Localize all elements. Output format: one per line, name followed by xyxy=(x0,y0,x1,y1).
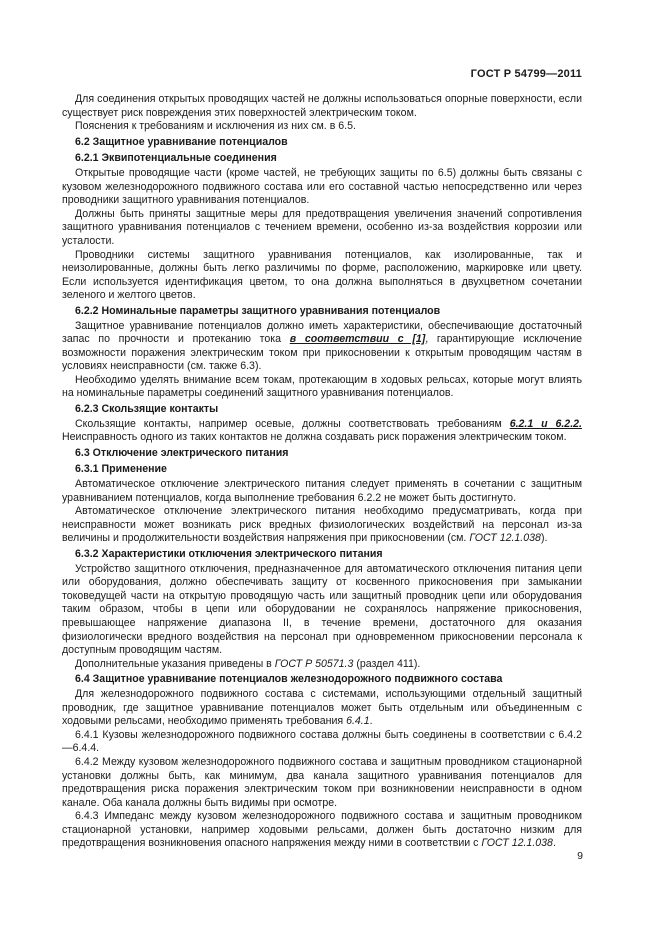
paragraph: Проводники системы защитного уравнивания потенциалов, как изолированные, так и неизолированные, должны быть легко различимы по форме, расположению, маркировке или цвету. Если используется идентификация цветом, то она должна выполняться в двухцветном сочетании зеленого и желтого цветов. xyxy=(62,248,582,302)
text-run: Дополнительные указания приведены в xyxy=(75,657,275,670)
text-run: Защитное уравнивание потенциалов должно иметь характеристики, обеспечивающие достаточный запас по прочности и протеканию тока xyxy=(62,319,582,346)
text-run: 6.4.3 Импеданс между кузовом железнодорожного подвижного состава и защитным проводником стационарной установки, например ходовыми рельсами, должен быть достаточно низким для предотвращения возникновения опасного напряжения между ними в соответствии с xyxy=(62,810,582,850)
text-run: . xyxy=(369,715,373,728)
section-heading-6-2-1: 6.2.1 Эквипотенциальные соединения xyxy=(75,152,277,165)
text-run: Скользящие контакты, например осевые, должны соответствовать требованиям xyxy=(75,417,510,430)
paragraph xyxy=(62,320,582,374)
paragraph: Открытые проводящие части (кроме частей, не требующих защиты по 6.5) должны быть связаны с кузовом железнодорожного подвижного состава или его составной частью непосредственно или через проводники защитного уравнивания потенциалов. xyxy=(62,166,582,207)
paragraph: Должны быть приняты защитные меры для предотвращения увеличения значений сопротивления защитного уравнивания потенциалов с течением времени, особенно из-за воздействия коррозии или усталости. xyxy=(62,207,582,247)
paragraph: Устройство защитного отключения, предназначенное для автоматического отключения питания цепи или оборудования, должно обеспечивать защиту от косвенного прикосновения при замыкании токоведущей части на открытую проводящую часть или защитный проводник цепи или оборудования таким образом, чтобы в цепи или оборудовании не сохранялось напряжение прикосновения, превышающее напряжение диапазона II, в течение времени, достаточного для оказания физиологически вредного воздействия на персонал при одновременном прикосновении персонала к доступным проводящим частям. xyxy=(62,562,582,657)
page-number: 9 xyxy=(577,850,583,862)
section-heading-6-2-2: 6.2.2 Номинальные параметры защитного уравнивания потенциалов xyxy=(75,304,441,317)
section-heading-6-4: 6.4 Защитное уравнивание потенциалов железнодорожного подвижного состава xyxy=(75,673,503,686)
paragraph: Автоматическое отключение электрического питания следует применять в сочетании с защитным уравниванием потенциалов, когда выполнение требования 6.2.2 не может быть достигнуто. xyxy=(62,478,582,504)
paragraph: Пояснения к требованиям и исключения из них см. в 6.5. xyxy=(75,120,356,133)
text-run: , гарантирующие исключение возможности поражения электрическим током при прикосновении к открытым проводящим частям в условиях неисправности (см. также 6.3). xyxy=(62,333,583,373)
page-body xyxy=(62,93,582,851)
text-run: ). xyxy=(540,532,548,545)
standard-reference: ГОСТ Р 50571.3 xyxy=(274,657,354,670)
paragraph xyxy=(62,658,582,672)
standard-number: ГОСТ Р 54799—2011 xyxy=(470,68,582,80)
paragraph: Для соединения открытых проводящих частей не должны использоваться опорные поверхности, если существует риск повреждения этих поверхностей электрическим током. xyxy=(62,93,582,119)
section-heading-6-2: 6.2 Защитное уравнивание потенциалов xyxy=(75,135,288,148)
standard-reference: ГОСТ 12.1.038 xyxy=(469,532,541,545)
paragraph xyxy=(62,505,582,546)
paragraph: Необходимо уделять внимание всем токам, протекающим в ходовых рельсах, которые могут влиять на номинальные параметры соединений защитного уравнивания потенциалов. xyxy=(62,373,582,400)
paragraph: 6.4.1 Кузовы железнодорожного подвижного состава должны быть соединены в соответствии с 6.4.2—6.4.4. xyxy=(62,728,582,755)
paragraph xyxy=(62,688,582,729)
reference-link: 6.2.1 и 6.2.2. xyxy=(509,417,582,430)
reference-link: в соответствии с [1] xyxy=(289,333,426,346)
text-run: Автоматическое отключение электрического питания необходимо предусматривать, когда при неисправности может возникать риск вредных физиологических воздействий на персонал из-за величины и продолжительности воздействия напряжения при прикосновении (см. xyxy=(62,505,582,545)
text-run: . xyxy=(552,837,556,850)
clause-reference: 6.4.1 xyxy=(346,715,370,728)
standard-reference: ГОСТ 12.1.038 xyxy=(481,837,553,850)
paragraph xyxy=(62,810,582,851)
section-heading-6-3: 6.3 Отключение электрического питания xyxy=(75,446,289,459)
section-heading-6-3-2: 6.3.2 Характеристики отключения электрического питания xyxy=(75,548,383,560)
section-heading-6-3-1: 6.3.1 Применение xyxy=(75,463,167,476)
text-run: Неисправность одного из таких контактов не должна создавать риск поражения электрическим током. xyxy=(62,431,567,444)
paragraph: 6.4.2 Между кузовом железнодорожного подвижного состава и защитным проводником стационарной установки должны быть, как минимум, два канала защитного уравнивания потенциалов для предотвращения риска поражения электрическим током при возникновении неисправности в одном канале. Оба канала должны быть видимы при осмотре. xyxy=(62,755,582,809)
section-heading-6-2-3: 6.2.3 Скользящие контакты xyxy=(75,403,219,416)
text-run: (раздел 411). xyxy=(353,657,421,670)
paragraph xyxy=(62,418,582,445)
text-run: Для железнодорожного подвижного состава с системами, использующими отдельный защитный проводник, где защитное уравнивание потенциалов может быть отдельным или объединенным с ходовыми рельсами, необходимо применять требования xyxy=(62,687,582,728)
